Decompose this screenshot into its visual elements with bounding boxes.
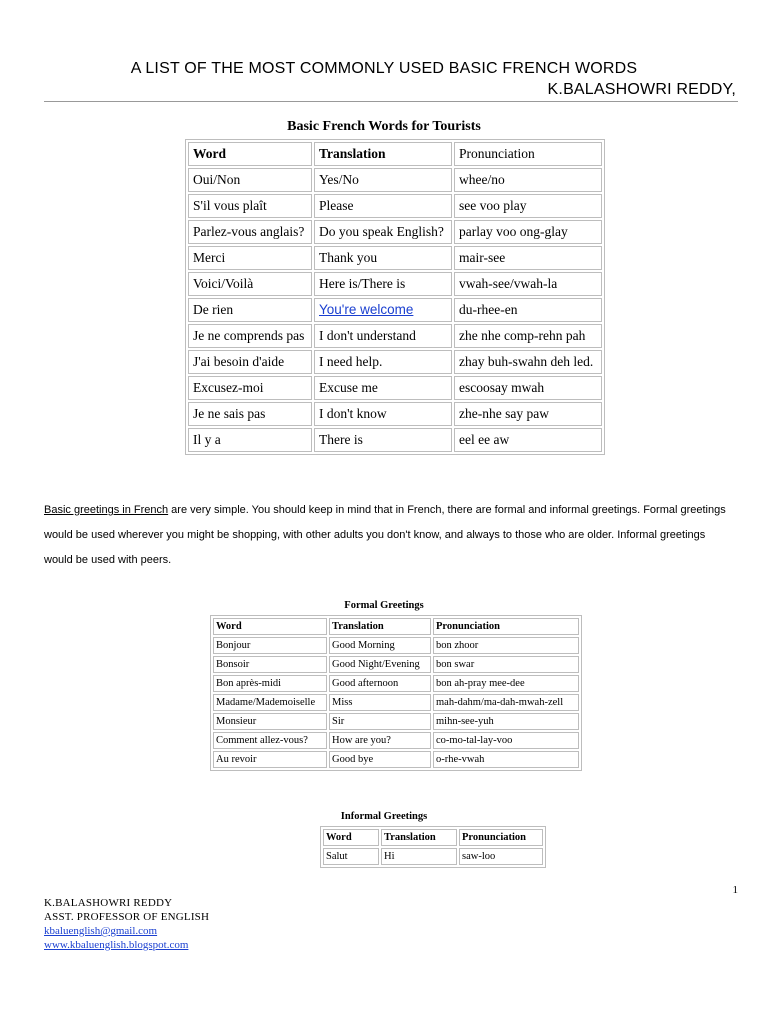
table-row	[188, 428, 602, 452]
email-link[interactable]: kbaluenglish@gmail.com	[44, 925, 158, 937]
word-cell: Monsieur	[213, 713, 327, 730]
pronunciation-cell: du-rhee-en	[454, 298, 602, 322]
formal-table-caption: Formal Greetings	[344, 600, 424, 611]
basic-greetings-link[interactable]: Basic greetings in French	[44, 504, 169, 516]
word-cell: Madame/Mademoiselle	[213, 694, 327, 711]
translation-cell: Good Night/Evening	[329, 656, 431, 673]
translation-cell: Please	[314, 194, 452, 218]
word-cell: Bonjour	[213, 637, 327, 654]
word-cell: Au revoir	[213, 751, 327, 768]
table-row	[213, 732, 579, 749]
table-row	[213, 751, 579, 768]
youre-welcome-link[interactable]: You're welcome	[319, 302, 414, 317]
pronunciation-cell: mihn-see-yuh	[433, 713, 579, 730]
table-row	[188, 324, 602, 348]
tourists-table-caption: Basic French Words for Tourists	[287, 119, 481, 134]
pronunciation-cell: bon zhoor	[433, 637, 579, 654]
translation-cell: Good afternoon	[329, 675, 431, 692]
translation-cell: Thank you	[314, 246, 452, 270]
word-cell: Je ne sais pas	[188, 402, 312, 426]
tourists-table	[185, 139, 605, 455]
column-header-translation: Translation	[381, 829, 457, 846]
table-row	[188, 246, 602, 270]
pronunciation-cell: zhay buh-swahn deh led.	[454, 350, 602, 374]
table-row	[188, 376, 602, 400]
column-header-word: Word	[188, 142, 312, 166]
translation-cell: Do you speak English?	[314, 220, 452, 244]
word-cell: J'ai besoin d'aide	[188, 350, 312, 374]
informal-table-caption: Informal Greetings	[340, 811, 428, 822]
pronunciation-cell: co-mo-tal-lay-voo	[433, 732, 579, 749]
pronunciation-cell: mah-dahm/ma-dah-mwah-zell	[433, 694, 579, 711]
pronunciation-cell: saw-loo	[459, 848, 543, 865]
word-cell: Excusez-moi	[188, 376, 312, 400]
word-cell: Salut	[323, 848, 379, 865]
table-row	[188, 168, 602, 192]
page-number: 1	[732, 884, 738, 896]
table-header-row	[188, 142, 602, 166]
translation-cell: Sir	[329, 713, 431, 730]
translation-cell: There is	[314, 428, 452, 452]
word-cell: Oui/Non	[188, 168, 312, 192]
table-header-row	[213, 618, 579, 635]
word-cell: Comment allez-vous?	[213, 732, 327, 749]
pronunciation-cell: zhe-nhe say paw	[454, 402, 602, 426]
translation-cell: I don't know	[314, 402, 452, 426]
footer	[44, 896, 209, 952]
table-row	[213, 656, 579, 673]
author-name: K.BALASHOWRI REDDY,	[547, 81, 736, 98]
translation-cell: How are you?	[329, 732, 431, 749]
translation-cell: Good bye	[329, 751, 431, 768]
column-header-pronunciation: Pronunciation	[454, 142, 602, 166]
pronunciation-cell: see voo play	[454, 194, 602, 218]
translation-cell: I need help.	[314, 350, 452, 374]
translation-cell: Miss	[329, 694, 431, 711]
translation-cell: Here is/There is	[314, 272, 452, 296]
informal-greetings-table	[320, 826, 546, 868]
translation-cell: Hi	[381, 848, 457, 865]
column-header-word: Word	[323, 829, 379, 846]
footer-position: ASST. PROFESSOR OF ENGLISH	[44, 911, 210, 923]
table-row	[188, 298, 602, 322]
pronunciation-cell: bon swar	[433, 656, 579, 673]
word-cell: Parlez-vous anglais?	[188, 220, 312, 244]
greetings-paragraph	[44, 498, 734, 573]
word-cell: Bonsoir	[213, 656, 327, 673]
table-row	[188, 402, 602, 426]
table-row	[213, 675, 579, 692]
document-title: A LIST OF THE MOST COMMONLY USED BASIC FRENCH WORDS	[130, 60, 638, 77]
word-cell: S'il vous plaît	[188, 194, 312, 218]
footer-name: K.BALASHOWRI REDDY	[44, 897, 173, 909]
table-row	[188, 194, 602, 218]
translation-cell: Yes/No	[314, 168, 452, 192]
column-header-translation: Translation	[329, 618, 431, 635]
table-row	[213, 637, 579, 654]
pronunciation-cell: eel ee aw	[454, 428, 602, 452]
pronunciation-cell: escoosay mwah	[454, 376, 602, 400]
pronunciation-cell: mair-see	[454, 246, 602, 270]
formal-greetings-table	[210, 615, 582, 771]
word-cell: Voici/Voilà	[188, 272, 312, 296]
pronunciation-cell: bon ah-pray mee-dee	[433, 675, 579, 692]
word-cell: De rien	[188, 298, 312, 322]
pronunciation-cell: zhe nhe comp-rehn pah	[454, 324, 602, 348]
table-row	[213, 694, 579, 711]
translation-cell: Excuse me	[314, 376, 452, 400]
column-header-word: Word	[213, 618, 327, 635]
table-row	[188, 220, 602, 244]
table-row	[188, 350, 602, 374]
pronunciation-cell: vwah-see/vwah-la	[454, 272, 602, 296]
word-cell: Il y a	[188, 428, 312, 452]
word-cell: Bon après-midi	[213, 675, 327, 692]
pronunciation-cell: whee/no	[454, 168, 602, 192]
table-header-row	[323, 829, 543, 846]
pronunciation-cell: o-rhe-vwah	[433, 751, 579, 768]
table-row	[323, 848, 543, 865]
column-header-translation: Translation	[314, 142, 452, 166]
translation-cell: Good Morning	[329, 637, 431, 654]
website-link[interactable]: www.kbaluenglish.blogspot.com	[44, 939, 189, 951]
pronunciation-cell: parlay voo ong-glay	[454, 220, 602, 244]
table-row	[213, 713, 579, 730]
translation-cell: I don't understand	[314, 324, 452, 348]
word-cell: Merci	[188, 246, 312, 270]
translation-cell	[314, 298, 452, 322]
table-row	[188, 272, 602, 296]
word-cell: Je ne comprends pas	[188, 324, 312, 348]
column-header-pronunciation: Pronunciation	[433, 618, 579, 635]
paragraph-text: are very simple. You should keep in mind that in French, there are formal and informal greetings. Formal greetings would be used wherever you might be shopping, with other adults you don't know, and always to those who are older. Informal greetings would be used with peers.	[44, 504, 726, 566]
header-divider	[44, 101, 738, 102]
column-header-pronunciation: Pronunciation	[459, 829, 543, 846]
